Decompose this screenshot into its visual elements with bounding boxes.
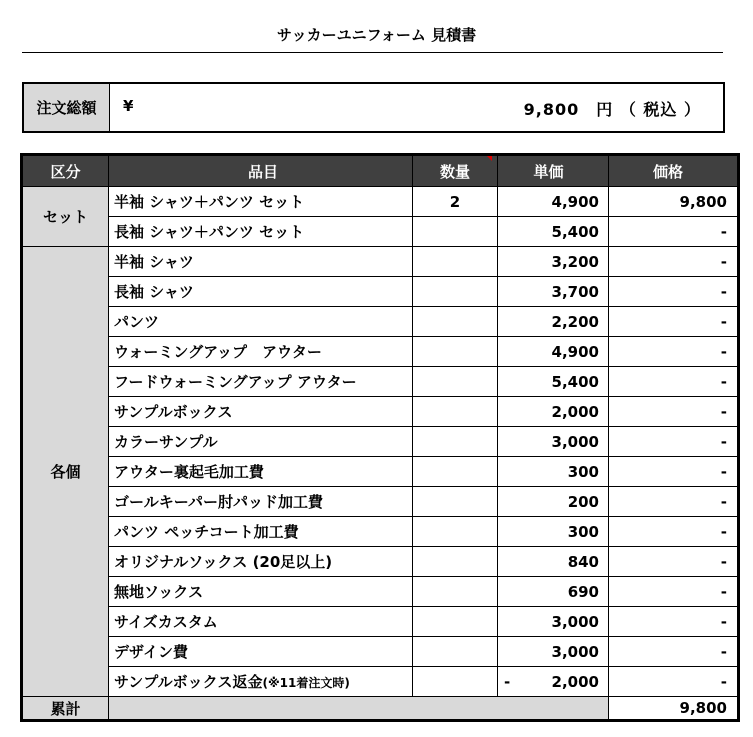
table-row (23, 667, 738, 697)
table-row (23, 517, 738, 547)
header-item: 品目 (109, 156, 413, 187)
price-cell: - (609, 307, 738, 337)
header-unit-price: 単価 (498, 156, 609, 187)
unit-price-cell: 2,200 (498, 307, 609, 337)
table-row (23, 427, 738, 457)
item-name[interactable]: 長袖 シャツ (109, 277, 413, 307)
item-note: (※11着注文時) (262, 676, 350, 690)
sum-blank (109, 697, 609, 720)
header-price: 価格 (609, 156, 738, 187)
item-name[interactable]: デザイン費 (109, 637, 413, 667)
price-cell: - (609, 337, 738, 367)
qty-cell[interactable] (413, 457, 498, 487)
table-row (23, 307, 738, 337)
unit-price-value: 2,000 (551, 672, 599, 691)
group-label-individual: 各個 (23, 247, 109, 697)
item-name: サンプルボックス返金 (114, 673, 263, 691)
page-title: サッカーユニフォーム 見積書 (276, 26, 477, 44)
table-row (23, 637, 738, 667)
item-name[interactable]: ウォーミングアップ アウター (109, 337, 413, 367)
qty-cell[interactable] (413, 517, 498, 547)
item-name[interactable]: サンプルボックス (109, 397, 413, 427)
title-divider (22, 52, 723, 53)
comment-marker-icon (487, 156, 492, 161)
unit-price-cell: 3,700 (498, 277, 609, 307)
price-cell: - (609, 607, 738, 637)
unit-price-cell: 690 (498, 577, 609, 607)
table-row (23, 217, 738, 247)
qty-cell[interactable] (413, 547, 498, 577)
unit-price-cell: 5,400 (498, 217, 609, 247)
price-cell: - (609, 667, 738, 697)
item-name[interactable]: パンツ ペッチコート加工費 (109, 517, 413, 547)
price-cell: - (609, 217, 738, 247)
qty-cell[interactable] (413, 397, 498, 427)
price-cell: - (609, 427, 738, 457)
table-row (23, 337, 738, 367)
table-row (23, 277, 738, 307)
unit-price-cell: 3,000 (498, 607, 609, 637)
item-name[interactable]: アウター裏起毛加工費 (109, 457, 413, 487)
unit-price-cell: 200 (498, 487, 609, 517)
unit-price-cell: 300 (498, 457, 609, 487)
qty-cell[interactable] (413, 637, 498, 667)
item-name[interactable]: 長袖 シャツ＋パンツ セット (109, 217, 413, 247)
unit-price-cell: 4,900 (498, 187, 609, 217)
table-row (23, 247, 738, 277)
item-name[interactable]: 半袖 シャツ＋パンツ セット (109, 187, 413, 217)
price-cell: - (609, 457, 738, 487)
group-label-set: セット (23, 187, 109, 247)
item-name[interactable]: カラーサンプル (109, 427, 413, 457)
price-cell: - (609, 397, 738, 427)
unit-price-cell: 2,000 (498, 397, 609, 427)
negative-sign: - (504, 672, 511, 691)
qty-cell[interactable] (413, 277, 498, 307)
unit-price-cell: 3,000 (498, 427, 609, 457)
qty-cell[interactable] (413, 217, 498, 247)
unit-price-cell (498, 667, 609, 697)
price-cell: - (609, 247, 738, 277)
table-row (23, 607, 738, 637)
qty-cell[interactable] (413, 607, 498, 637)
sum-label: 累計 (23, 697, 109, 720)
table-row (23, 397, 738, 427)
price-cell: - (609, 487, 738, 517)
price-cell: - (609, 577, 738, 607)
table-row (23, 547, 738, 577)
price-cell: 9,800 (609, 187, 738, 217)
unit-price-cell: 3,200 (498, 247, 609, 277)
price-cell: - (609, 637, 738, 667)
qty-cell[interactable] (413, 427, 498, 457)
price-cell: - (609, 547, 738, 577)
table-row (23, 577, 738, 607)
unit-price-cell: 5,400 (498, 367, 609, 397)
item-name[interactable]: フードウォーミングアップ アウター (109, 367, 413, 397)
unit-price-cell: 3,000 (498, 637, 609, 667)
qty-cell[interactable] (413, 667, 498, 697)
qty-cell[interactable] (413, 487, 498, 517)
item-name[interactable]: ゴールキーパー肘パッド加工費 (109, 487, 413, 517)
item-name[interactable]: 半袖 シャツ (109, 247, 413, 277)
qty-cell[interactable]: 2 (413, 187, 498, 217)
currency-symbol: ¥ (123, 97, 134, 115)
qty-cell[interactable] (413, 367, 498, 397)
order-total-box (22, 82, 725, 133)
sum-row (23, 697, 738, 720)
price-cell: - (609, 517, 738, 547)
qty-cell[interactable] (413, 247, 498, 277)
qty-cell[interactable] (413, 337, 498, 367)
order-total-label: 注文総額 (24, 84, 110, 131)
table-row (23, 367, 738, 397)
qty-cell[interactable] (413, 577, 498, 607)
header-qty: 数量 (413, 156, 498, 187)
unit-price-cell: 300 (498, 517, 609, 547)
qty-cell[interactable] (413, 307, 498, 337)
item-name[interactable]: オリジナルソックス (20足以上) (109, 547, 413, 577)
item-name[interactable]: パンツ (109, 307, 413, 337)
table-row (23, 457, 738, 487)
unit-price-cell: 840 (498, 547, 609, 577)
sum-value: 9,800 (609, 697, 738, 720)
item-name[interactable]: サイズカスタム (109, 607, 413, 637)
table-header-row (23, 156, 738, 187)
estimate-table (22, 155, 738, 720)
unit-price-cell: 4,900 (498, 337, 609, 367)
order-total-amount: 9,800 円 （ 税込 ） (523, 100, 701, 119)
table-row (23, 187, 738, 217)
price-cell: - (609, 277, 738, 307)
table-row (23, 487, 738, 517)
item-name-with-note[interactable] (109, 667, 413, 697)
header-kubun: 区分 (23, 156, 109, 187)
item-name[interactable]: 無地ソックス (109, 577, 413, 607)
price-cell: - (609, 367, 738, 397)
